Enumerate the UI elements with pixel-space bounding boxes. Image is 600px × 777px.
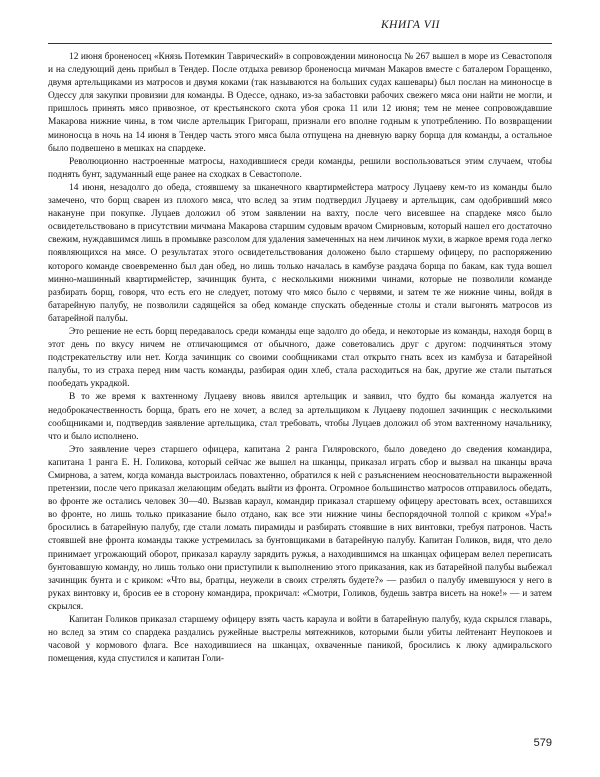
paragraph: В то же время к вахтенному Луцаеву вновь явился артельщик и заявил, что будто бы команда жалуется на недоброкачественность борща, брать его не хочет, а вслед за артельщиком к Луцаеву подошел зачинщик с несколькими сообщниками и, подтвердив заявление артельщика, стал требовать, чтобы Луцаев доложил об этом вахтенному начальнику, что и было исполнено.: [48, 392, 552, 442]
running-head-title: КНИГА VII: [380, 19, 440, 31]
paragraph: Капитан Голиков приказал старшему офицеру взять часть караула и войти в батарейную палубу, куда скрылся главарь, но вслед за этим со спардека раздались ружейные выстрелы мятежников, которыми были убиты лейтенант Неупокоев и часовой у кормового флага. Все находившиеся на шканцах, охваченные паникой, бросились к люку адмиральского помещения, куда спустился и капитан Голи-: [48, 615, 552, 665]
paragraph: 12 июня броненосец «Князь Потемкин Таврический» в сопровождении миноносца № 267 вышел в море из Севастополя и на следующий день прибыл в Тендер. После отдыха ревизор броненосца мичман Макаров вместе с баталером Горащенко, двумя артельщиками из матросов и двумя коками (так называются на больших судах кашевары) был послан на миноносце в Одессу для закупки провизии для команды. В Одессе, однако, из-за забастовки рабочих свежего мяса они найти не могли, и пришлось принять мясо привозное, от крестьянского скота убоя срока 11 или 12 июня; тем не менее сопровождавшие Макарова нижние чины, в том числе артельщик Григораш, признали его вполне годным к употреблению. По возвращении миноносца в ночь на 14 июня в Тендер часть этого мяса была отпущена на дневную варку борща для команды, а остальное было подвешено в мешках на спардеке.: [48, 52, 552, 154]
page-number: 579: [533, 737, 552, 749]
running-head: [48, 17, 552, 44]
body-text: [48, 51, 552, 666]
paragraph: Революционно настроенные матросы, находившиеся среди команды, решили воспользоваться этим случаем, чтобы поднять бунт, задуманный еще ранее на сходках в Севастополе.: [48, 156, 552, 180]
paragraph: 14 июня, незадолго до обеда, стоявшему за шканечного квартирмейстера матросу Луцаеву кем-то из команды было замечено, что борщ сварен из плохого мяса, что вслед за этим подтвердил Луцаеву и артельщик, сам одобривший мясо накануне при покупке. Луцаев доложил об этом заявлении на вахту, после чего висевшее на спардеке мясо было освидетельствовано в присутствии мичмана Макарова старшим судовым врачом Смирновым, который нашел его достаточно свежим, нуждавшимся лишь в промывке разсолом для удаления замеченных на нем личинок мухи, в жаркое время года легко появляющихся на мясе. О результатах этого освидетельствования доложено было старшему офицеру, по распоряжению которого команде своевременно был дан обед, но лишь только началась в камбузе раздача борща по бакам, как туда вошел минно-машинный квартирмейстер, зачинщик бунта, с несколькими нижними чинами, которые не позволили команде разбирать борщ, говоря, что есть его не следует, потому что мясо было с червями, и затем те же нижние чины, войдя в батарейную палубу, не позволили садящейся за обед команде спускать обеденные столы и стали выгонять матросов из батарейной палубы.: [48, 182, 552, 324]
paragraph: Это заявление через старшего офицера, капитана 2 ранга Гиляровского, было доведено до сведения командира, капитана 1 ранга Е. Н. Голикова, который сейчас же вышел на шканцы, приказал играть сбор и вызвал на шканцы врача Смирнова, а затем, когда команда выстроилась повахтенно, обратился к ней с разъяснением неосновательности выраженной претензии, после чего приказал желающим обедать выйти из фронта. Огромное большинство матросов отправилось обедать, во фронте же остались человек 30—40. Вызвав караул, командир приказал старшему офицеру арестовать всех, оставшихся во фронте, но лишь только приказание было отдано, как все эти нижние чины беспорядочной толпой с криком «Ура!» бросились в батарейную палубу, где стали ломать пирамиды и разбирать стоявшие в них винтовки, требуя патронов. Часть стоявшей вне фронта команды также устремилась за бунтовщиками в батарейную палубу. Капитан Голиков, видя, что дело принимает угрожающий оборот, приказал караулу зарядить ружья, а находившимся на шканцах офицерам велел переписать бунтовавшую команду, но лишь только они приступили к выполнению этого приказания, как из батарейной палубы выбежал зачинщик бунта и с криком: «Что вы, братцы, неужели в своих стрелять будете?» — разбил о палубу имевшуюся у него в руках винтовку и, бросив ее в сторону командира, прокричал: «Смотри, Голиков, будешь завтра висеть на ноке!» — и затем скрылся.: [48, 444, 552, 612]
paragraph: Это решение не есть борщ передавалось среди команды еще задолго до обеда, и некоторые из команды, находя борщ в этот день по вкусу ничем не отличающимся от обычного, даже советовались друг с другом: подчиняться этому подстрекательству или нет. Когда зачинщик со своими сообщниками стал открыто гнать всех из камбуза и батарейной палубы, то из страха перед ним часть команды, разбирая один хлеб, стала расходиться на бак, другие же стали пытаться пообедать украдкой.: [48, 326, 552, 390]
